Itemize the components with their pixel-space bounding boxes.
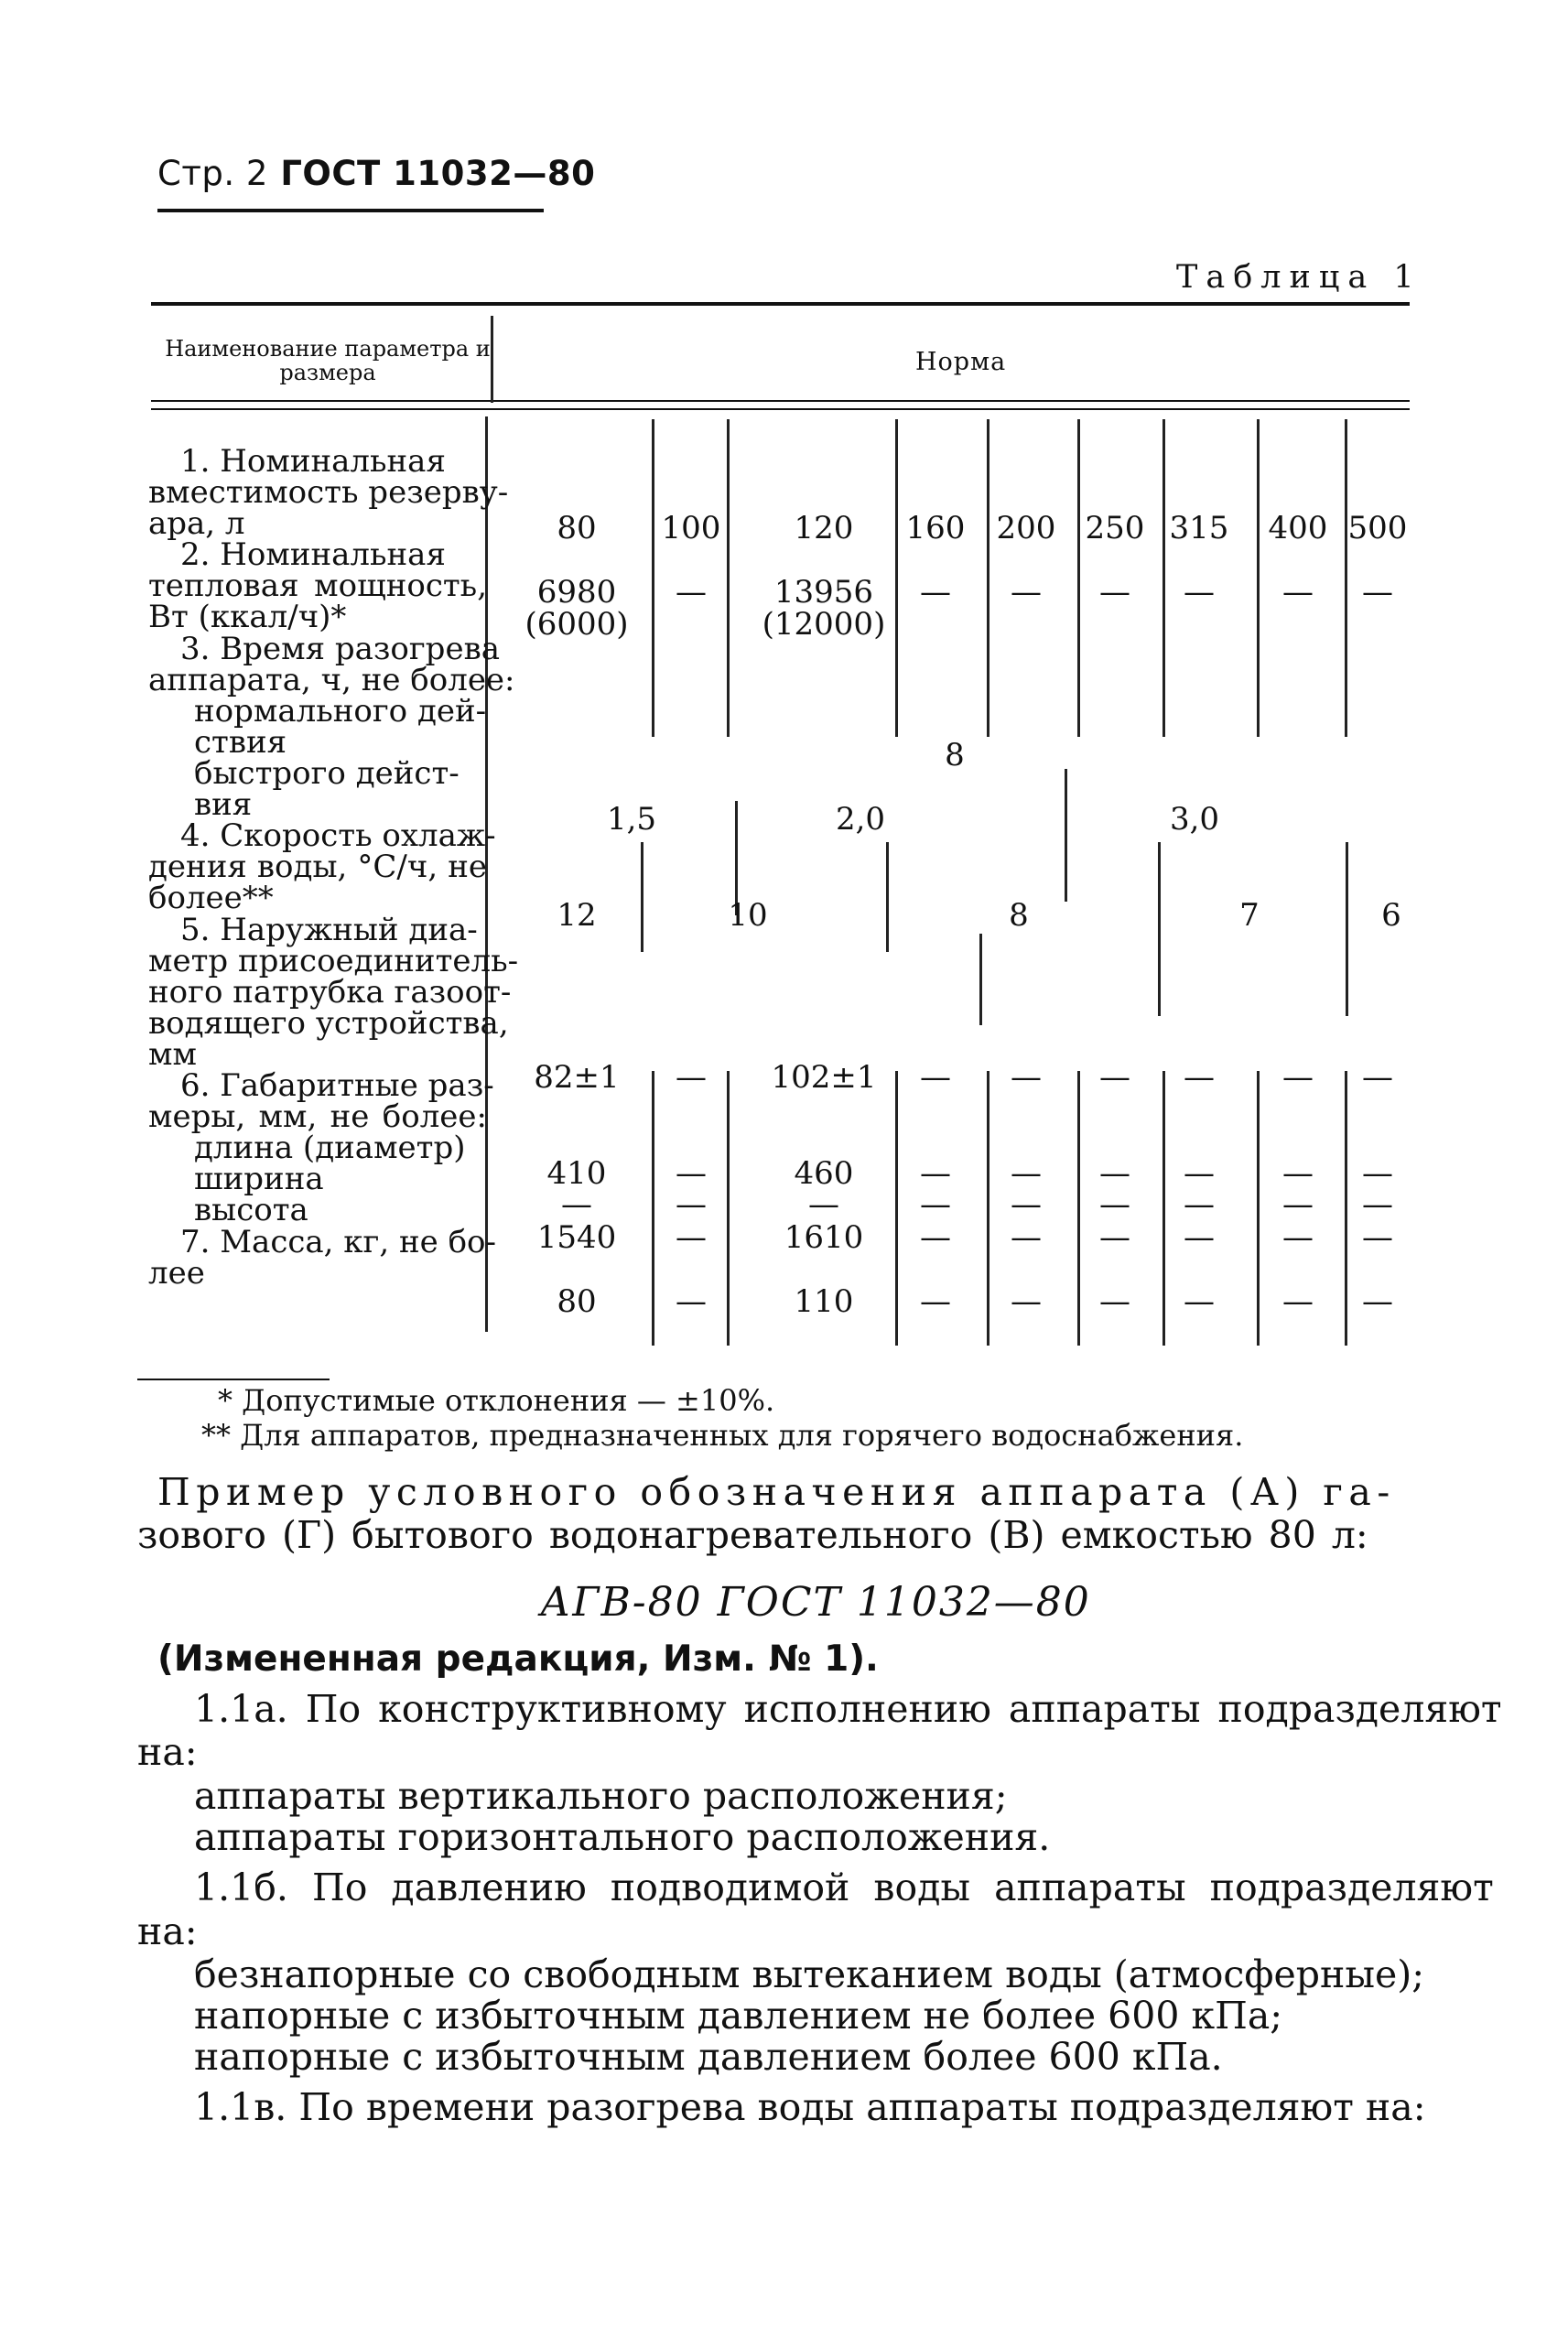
power-kcal-value: (12000)	[762, 606, 886, 643]
header-rule	[157, 209, 544, 212]
height-value: 1540	[536, 1219, 617, 1256]
cooling-value: 10	[728, 897, 768, 934]
width-value: —	[561, 1186, 592, 1223]
diameter-value: 82±1	[534, 1059, 620, 1096]
clause-1-1a-line-1: 1.1а. По конструктивному исполнению аппараты подразделяют	[194, 1687, 1502, 1731]
footnote-rule	[137, 1379, 330, 1380]
clause-1-1a-line-4: аппараты горизонтального расположения.	[194, 1815, 1051, 1859]
capacity-value: 250	[1085, 510, 1145, 546]
diameter-value: —	[1099, 1059, 1130, 1096]
diameter-value: —	[1184, 1059, 1215, 1096]
height-value: —	[920, 1219, 951, 1256]
row-label-7: 7. Масса, кг, не бо- лее	[148, 1224, 496, 1292]
clause-1-1c-line-1: 1.1в. По времени разогрева воды аппараты подразделяют на:	[194, 2085, 1426, 2129]
length-value: —	[1099, 1155, 1130, 1192]
cooling-separator-d	[1158, 842, 1161, 1016]
power-value: —	[1362, 574, 1393, 611]
height-value: 1610	[784, 1219, 864, 1256]
example-line-1: Пример условного обозначения аппарата (А) га-	[157, 1470, 1396, 1514]
column-header-norm: Норма	[915, 348, 1007, 376]
length-value: —	[1184, 1155, 1215, 1192]
capacity-value: 315	[1169, 510, 1229, 546]
diameter-value: 102±1	[771, 1059, 877, 1096]
clause-1-1b-line-4: напорные с избыточным давлением не более 600 кПа;	[194, 1994, 1283, 2038]
capacity-value: 160	[905, 510, 966, 546]
length-value: —	[676, 1155, 707, 1192]
height-value: —	[1362, 1219, 1393, 1256]
column-header-parameter: Наименование параметра и размера	[165, 336, 491, 385]
row-label-2: 2. Номинальная тепловая мощность, Вт (ккал/ч)*	[148, 536, 487, 635]
table-head-rule-2	[151, 408, 1410, 410]
table-top-rule	[151, 302, 1410, 306]
heat-fast-value: 3,0	[1169, 801, 1220, 838]
length-value: —	[1362, 1155, 1393, 1192]
footnote-2: ** Для аппаратов, предназначенных для горячего водоснабжения.	[201, 1418, 1244, 1453]
diameter-value: —	[1362, 1059, 1393, 1096]
mass-value: —	[1282, 1283, 1314, 1320]
power-value: —	[920, 574, 951, 611]
width-value: —	[920, 1186, 951, 1223]
power-value: —	[1011, 574, 1042, 611]
cooling-separator-a	[641, 842, 643, 952]
heat-normal-value: 8	[945, 737, 965, 773]
power-value: —	[1099, 574, 1130, 611]
height-value: —	[676, 1219, 707, 1256]
clause-1-1b-line-5: напорные с избыточным давлением более 600 кПа.	[194, 2035, 1223, 2079]
table-label: Таблица 1	[1176, 259, 1422, 296]
mass-value: —	[1362, 1283, 1393, 1320]
footnote-1: * Допустимые отклонения — ±10%.	[218, 1383, 775, 1418]
mass-value: —	[1011, 1283, 1042, 1320]
power-value: —	[1282, 574, 1314, 611]
width-value: —	[1282, 1186, 1314, 1223]
page-header	[157, 154, 595, 193]
row-label-4: 4. Скорость охлаж- дения воды, °С/ч, не более**	[148, 817, 496, 916]
row-label-6: 6. Габаритные раз- меры, мм, не более: длина (диаметр) ширина высота	[148, 1067, 494, 1228]
height-value: —	[1099, 1219, 1130, 1256]
cooling-value: 8	[1009, 897, 1029, 934]
mass-value: 110	[794, 1283, 854, 1320]
width-value: —	[676, 1186, 707, 1223]
width-value: —	[808, 1186, 839, 1223]
power-value: 13956	[773, 574, 874, 611]
mass-value: —	[676, 1283, 707, 1320]
mass-value: —	[920, 1283, 951, 1320]
width-value: —	[1362, 1186, 1393, 1223]
length-value: —	[1282, 1155, 1314, 1192]
cooling-separator-c	[979, 934, 982, 1025]
cooling-value: 12	[557, 897, 597, 934]
clause-1-1a-line-2: на:	[137, 1730, 198, 1774]
capacity-value: 80	[557, 510, 597, 546]
capacity-value: 100	[661, 510, 721, 546]
width-value: —	[1184, 1186, 1215, 1223]
cooling-value: 6	[1381, 897, 1401, 934]
capacity-value: 200	[996, 510, 1056, 546]
capacity-value: 120	[794, 510, 854, 546]
example-line-2: зового (Г) бытового водонагревательного (В) емкостью 80 л:	[137, 1513, 1368, 1557]
row-label-3: 3. Время разогрева аппарата, ч, не более: нормального дей- ствия быстрого дейст- вия	[148, 631, 515, 823]
clause-1-1b-line-2: на:	[137, 1909, 198, 1953]
fast-heat-separator-b	[1065, 769, 1067, 902]
power-value: —	[1184, 574, 1215, 611]
length-value: —	[920, 1155, 951, 1192]
length-value: 410	[546, 1155, 607, 1192]
length-value: —	[1011, 1155, 1042, 1192]
clause-1-1b-line-1: 1.1б. По давлению подводимой воды аппараты подразделяют	[194, 1865, 1494, 1909]
length-value: 460	[794, 1155, 854, 1192]
page-number: Стр. 2	[157, 154, 268, 193]
diameter-value: —	[676, 1059, 707, 1096]
capacity-value: 500	[1347, 510, 1408, 546]
cooling-value: 7	[1239, 897, 1260, 934]
width-value: —	[1011, 1186, 1042, 1223]
diameter-value: —	[1282, 1059, 1314, 1096]
revision-note: (Измененная редакция, Изм. № 1).	[157, 1638, 879, 1680]
row-label-1: 1. Номинальная вместимость резерву- ара, л	[148, 443, 509, 542]
power-value: 6980	[536, 574, 617, 611]
height-value: —	[1011, 1219, 1042, 1256]
row-label-5: 5. Наружный диа- метр присоединитель- ного патрубка газоот- водящего устройства, мм	[148, 912, 519, 1073]
diameter-value: —	[920, 1059, 951, 1096]
diameter-value: —	[1011, 1059, 1042, 1096]
height-value: —	[1282, 1219, 1314, 1256]
heat-fast-value: 2,0	[835, 801, 886, 838]
mass-value: 80	[557, 1283, 597, 1320]
power-value: —	[676, 574, 707, 611]
designation: АГВ-80 ГОСТ 11032—80	[540, 1579, 1091, 1626]
cooling-separator-b	[886, 842, 889, 952]
capacity-value: 400	[1268, 510, 1328, 546]
mass-value: —	[1099, 1283, 1130, 1320]
clause-1-1b-line-3: безнапорные со свободным вытеканием воды (атмосферные);	[194, 1952, 1425, 1996]
clause-1-1a-line-3: аппараты вертикального расположения;	[194, 1774, 1008, 1818]
height-value: —	[1184, 1219, 1215, 1256]
width-value: —	[1099, 1186, 1130, 1223]
heat-fast-value: 1,5	[606, 801, 657, 838]
table-head-rule-1	[151, 400, 1410, 402]
standard-code: ГОСТ 11032—80	[280, 154, 596, 193]
power-kcal-value: (6000)	[524, 606, 629, 643]
mass-value: —	[1184, 1283, 1215, 1320]
